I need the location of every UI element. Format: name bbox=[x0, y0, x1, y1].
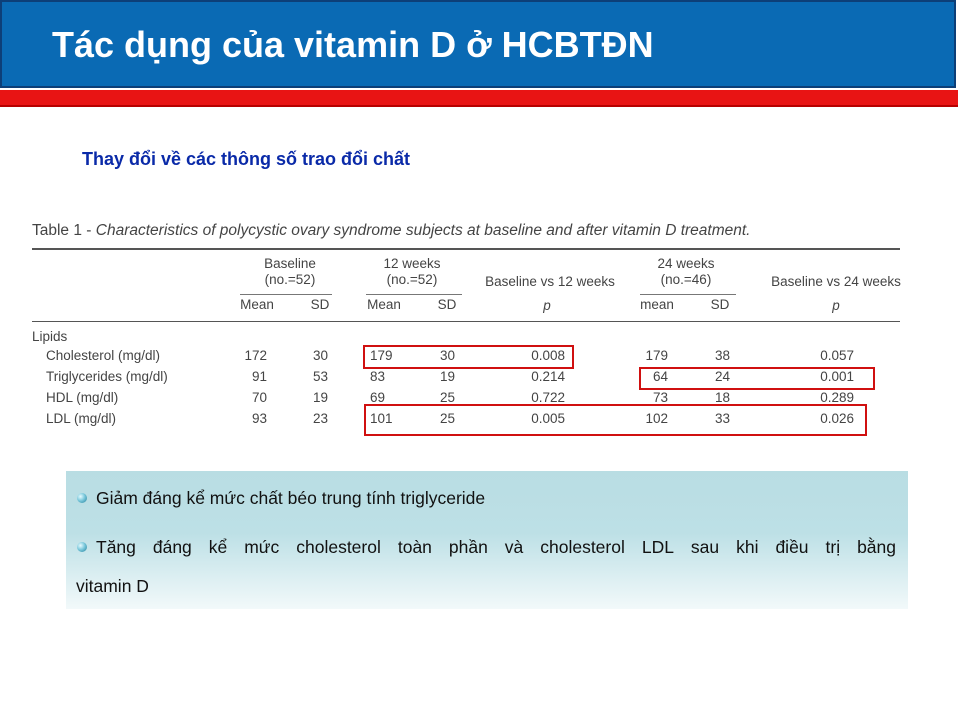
table-caption-prefix: Table 1 - bbox=[32, 222, 96, 239]
highlight-cholesterol-12w bbox=[363, 345, 574, 369]
row-label: HDL (mg/dl) bbox=[46, 390, 119, 405]
bullet-icon bbox=[77, 493, 87, 503]
subheader-p12: p bbox=[543, 298, 551, 313]
finding-word: điều bbox=[775, 537, 809, 557]
p-12w: 0.008 bbox=[531, 348, 565, 363]
finding-word: mức bbox=[244, 537, 280, 557]
header-baseline-underline bbox=[240, 294, 332, 295]
12w-sd: 30 bbox=[439, 348, 455, 363]
finding-word: cholesterol bbox=[540, 537, 625, 557]
finding-word: sau bbox=[690, 537, 720, 557]
finding-word: kể bbox=[208, 537, 228, 557]
table-caption-text: Characteristics of polycystic ovary syndrome subjects at baseline and after vitamin D treatment. bbox=[95, 222, 751, 239]
baseline-mean: 91 bbox=[251, 369, 267, 384]
accent-bar bbox=[0, 90, 958, 105]
header-24weeks bbox=[636, 256, 736, 288]
finding-triglyceride: Giảm đáng kể mức chất béo trung tính triglyceride bbox=[96, 488, 486, 508]
highlight-triglycerides-24w bbox=[639, 367, 875, 390]
baseline-sd: 19 bbox=[312, 390, 328, 405]
p-24w: 0.057 bbox=[820, 348, 854, 363]
baseline-sd: 30 bbox=[312, 348, 328, 363]
24w-sd: 38 bbox=[714, 348, 730, 363]
header-12weeks-underline bbox=[366, 294, 462, 295]
row-label: Cholesterol (mg/dl) bbox=[46, 348, 161, 363]
highlight-ldl-12w-24w bbox=[364, 404, 867, 436]
12w-mean: 69 bbox=[370, 390, 386, 405]
title-bar bbox=[0, 0, 956, 88]
header-24weeks-underline bbox=[640, 294, 736, 295]
12w-sd: 25 bbox=[439, 411, 455, 426]
header-p12: Baseline vs 12 weeks bbox=[485, 274, 615, 289]
p-12w: 0.005 bbox=[531, 411, 565, 426]
finding-word: toàn bbox=[397, 537, 432, 557]
p-24w: 0.026 bbox=[820, 411, 854, 426]
p-24w: 0.001 bbox=[820, 369, 854, 384]
table-top-rule bbox=[32, 248, 900, 250]
12w-sd: 19 bbox=[439, 369, 455, 384]
24w-sd: 18 bbox=[714, 390, 730, 405]
baseline-mean: 93 bbox=[251, 411, 267, 426]
row-label: LDL (mg/dl) bbox=[46, 411, 117, 426]
subheader-baseline-sd: SD bbox=[310, 297, 330, 312]
header-p24: Baseline vs 24 weeks bbox=[771, 274, 901, 289]
finding-cholesterol-ldl bbox=[96, 537, 896, 558]
header-12weeks bbox=[362, 256, 462, 288]
finding-word: bằng bbox=[857, 537, 896, 557]
header-24weeks-count: (no.=46) bbox=[660, 272, 712, 287]
p-12w: 0.214 bbox=[531, 369, 565, 384]
finding-word: LDL bbox=[641, 537, 674, 557]
finding-word: cholesterol bbox=[296, 537, 381, 557]
slide-subtitle: Thay đổi về các thông số trao đổi chất bbox=[82, 149, 411, 169]
finding-word: Tăng bbox=[96, 537, 136, 557]
header-baseline bbox=[240, 256, 340, 288]
baseline-mean: 172 bbox=[244, 348, 267, 363]
header-baseline-count: (no.=52) bbox=[264, 272, 316, 287]
12w-mean: 101 bbox=[370, 411, 393, 426]
table-caption bbox=[32, 222, 750, 240]
header-baseline-title: Baseline bbox=[264, 256, 316, 271]
finding-word: trị bbox=[825, 537, 841, 557]
accent-bar-shadow bbox=[0, 105, 958, 107]
12w-mean: 179 bbox=[370, 348, 393, 363]
subheader-24w-sd: SD bbox=[710, 297, 730, 312]
finding-cholesterol-ldl-cont: vitamin D bbox=[76, 576, 149, 596]
24w-mean: 73 bbox=[652, 390, 668, 405]
24w-mean: 64 bbox=[652, 369, 668, 384]
header-24weeks-title: 24 weeks bbox=[657, 256, 715, 271]
12w-mean: 83 bbox=[370, 369, 386, 384]
findings-box bbox=[66, 471, 908, 609]
24w-mean: 102 bbox=[645, 411, 668, 426]
baseline-sd: 23 bbox=[312, 411, 328, 426]
subheader-12w-mean: Mean bbox=[367, 297, 401, 312]
table-header-rule bbox=[32, 321, 900, 322]
section-lipids: Lipids bbox=[32, 329, 68, 344]
baseline-mean: 70 bbox=[251, 390, 267, 405]
24w-sd: 24 bbox=[714, 369, 730, 384]
subheader-baseline-mean: Mean bbox=[240, 297, 274, 312]
subheader-12w-sd: SD bbox=[437, 297, 457, 312]
finding-word: đáng bbox=[152, 537, 192, 557]
header-12weeks-count: (no.=52) bbox=[386, 272, 438, 287]
header-12weeks-title: 12 weeks bbox=[383, 256, 441, 271]
subheader-24w-mean: mean bbox=[640, 297, 674, 312]
row-label: Triglycerides (mg/dl) bbox=[46, 369, 168, 384]
bullet-icon bbox=[77, 542, 87, 552]
finding-word: khi bbox=[736, 537, 759, 557]
finding-word: phần bbox=[448, 537, 488, 557]
p-12w: 0.722 bbox=[531, 390, 565, 405]
baseline-sd: 53 bbox=[312, 369, 328, 384]
finding-word: và bbox=[504, 537, 524, 557]
12w-sd: 25 bbox=[439, 390, 455, 405]
24w-sd: 33 bbox=[714, 411, 730, 426]
subheader-p24: p bbox=[832, 298, 840, 313]
p-24w: 0.289 bbox=[820, 390, 854, 405]
24w-mean: 179 bbox=[645, 348, 668, 363]
slide-title: Tác dụng của vitamin D ở HCBTĐN bbox=[52, 24, 654, 65]
